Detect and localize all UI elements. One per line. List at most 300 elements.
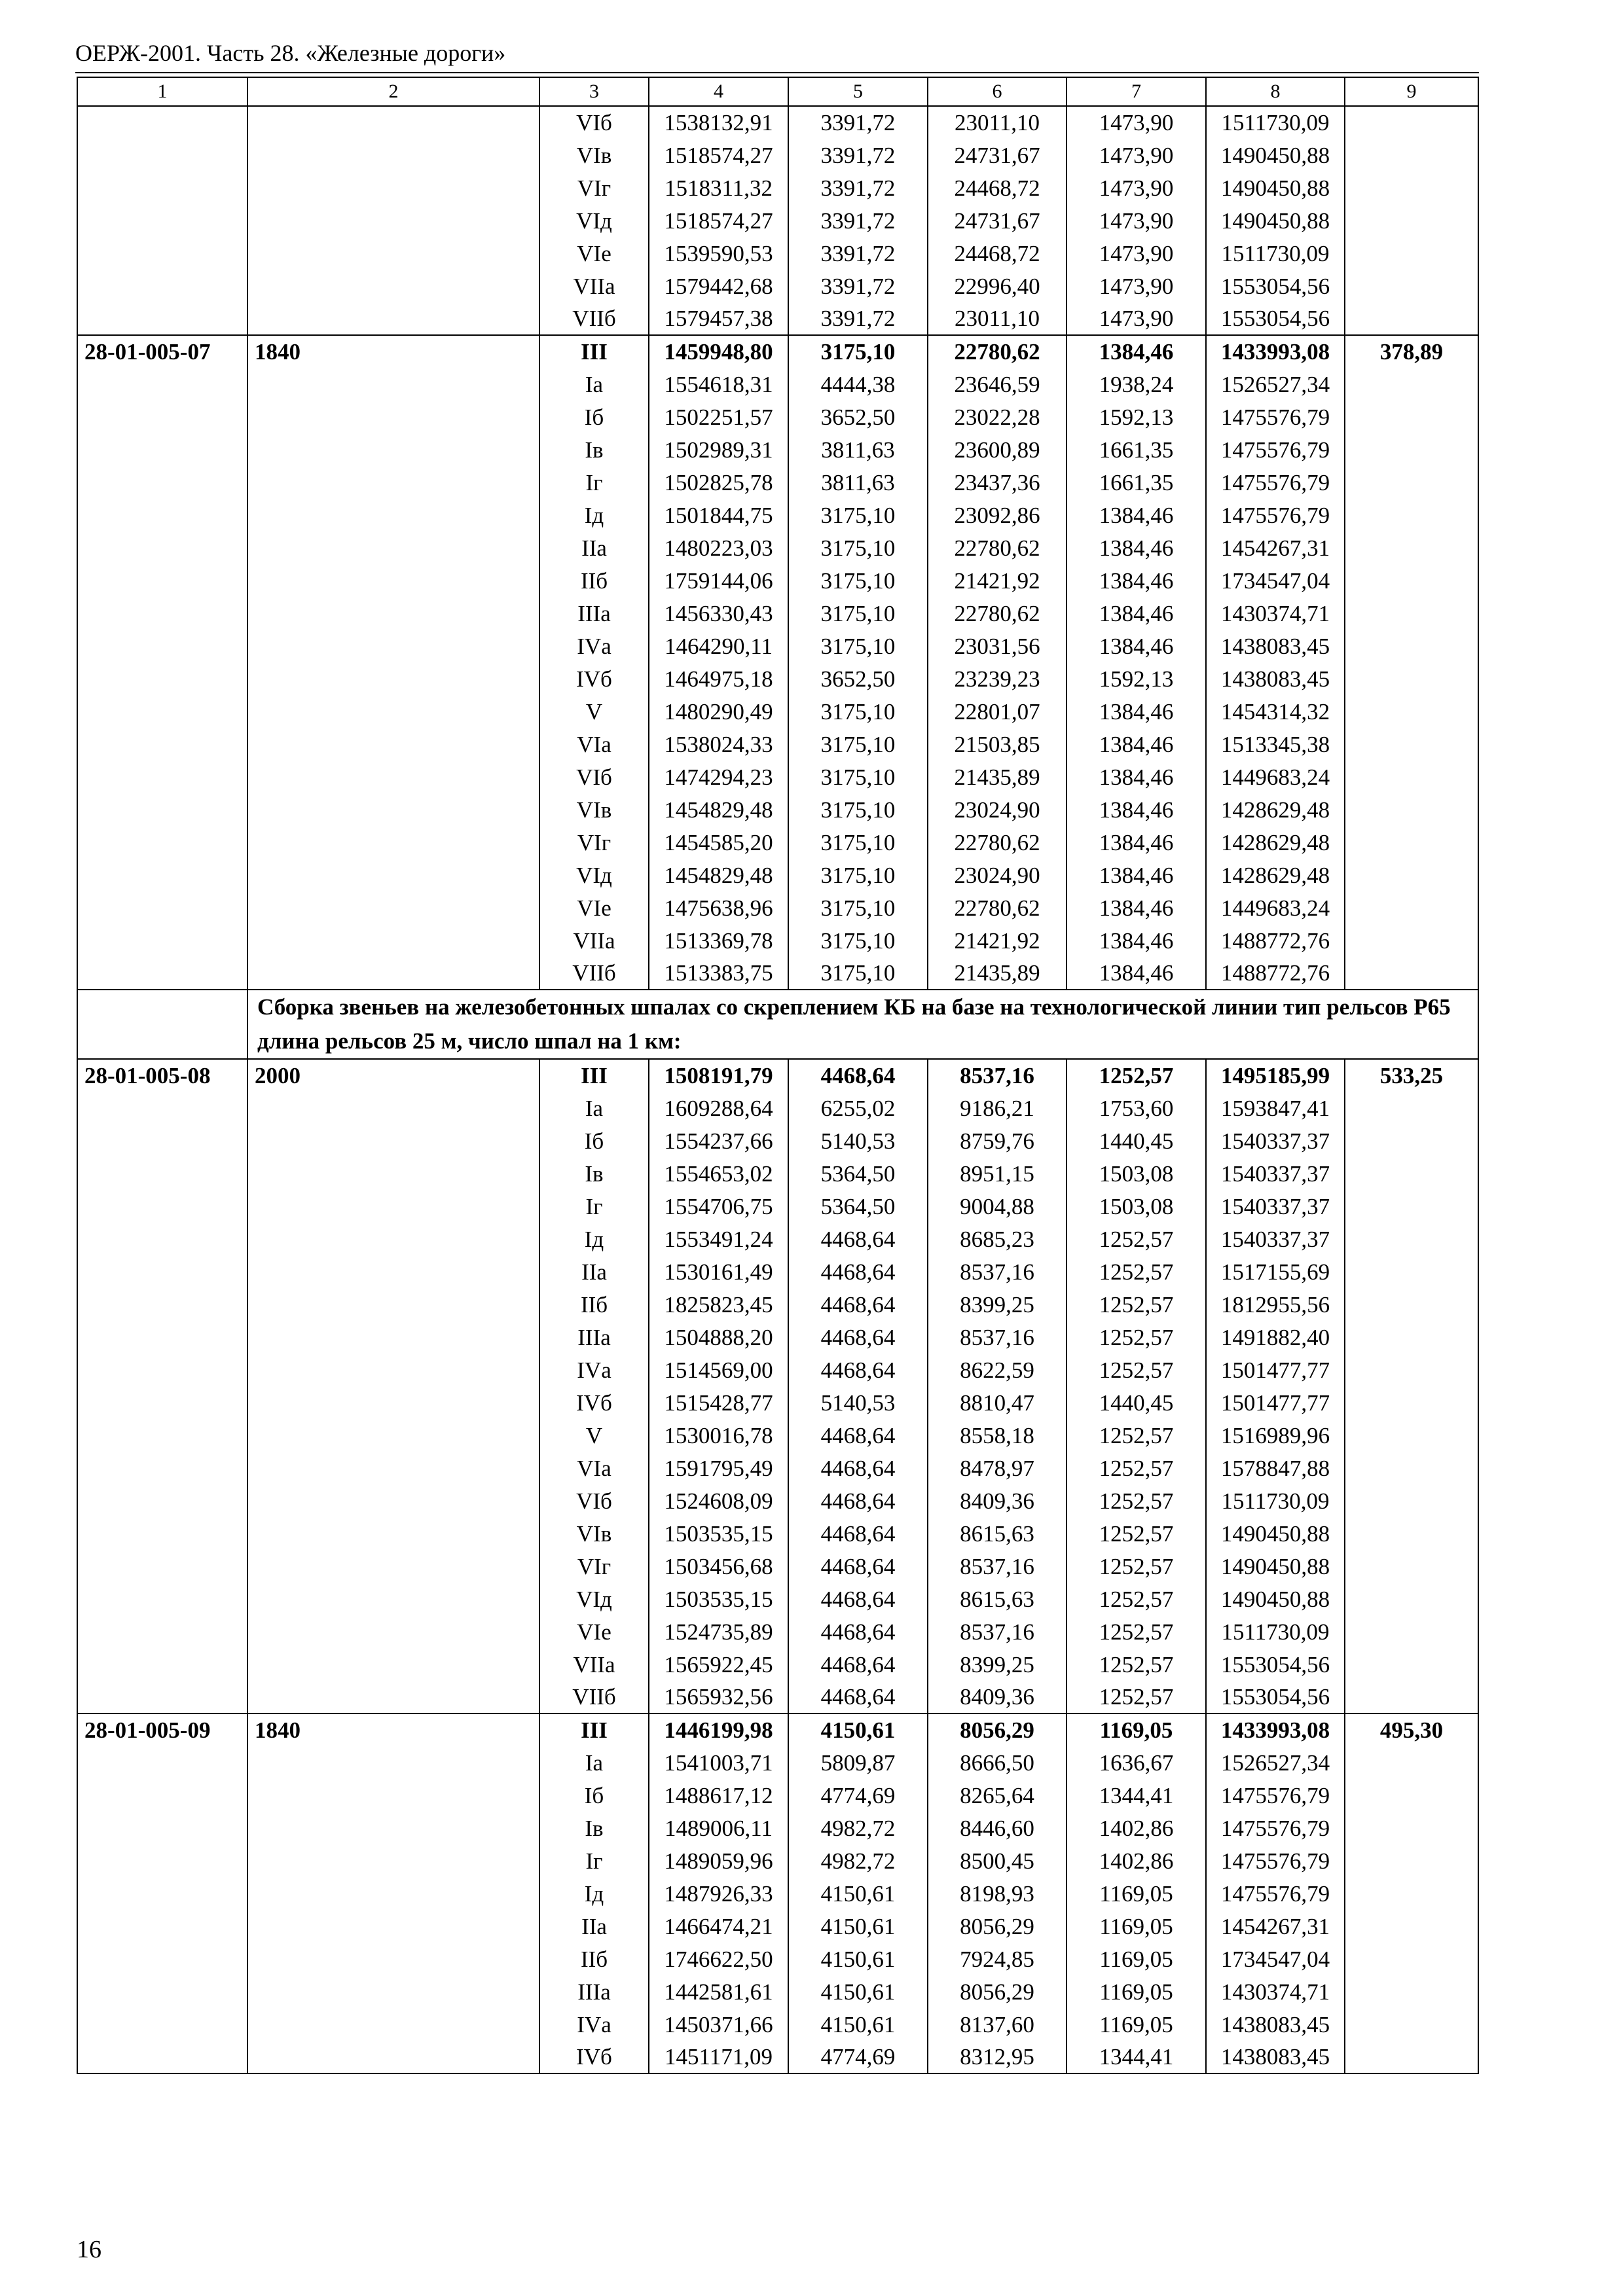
value-cell-8: 1488772,76 xyxy=(1206,957,1345,990)
table-row xyxy=(77,531,1478,564)
value-cell-7: 1661,35 xyxy=(1067,466,1206,499)
table-row xyxy=(77,1484,1478,1517)
value-cell-6: 23646,59 xyxy=(928,368,1067,401)
rate-code-cell xyxy=(77,1223,247,1255)
rate-code-cell xyxy=(77,1681,247,1713)
quantity-cell xyxy=(247,1975,539,2008)
value-cell-4: 1530161,49 xyxy=(649,1255,788,1288)
value-cell-7: 1169,05 xyxy=(1067,1975,1206,2008)
table-row xyxy=(77,368,1478,401)
value-cell-8: 1490450,88 xyxy=(1206,139,1345,171)
quantity-cell xyxy=(247,1943,539,1975)
rate-code-cell xyxy=(77,1484,247,1517)
quantity-cell xyxy=(247,1648,539,1681)
quantity-cell xyxy=(247,761,539,793)
value-cell-6: 8056,29 xyxy=(928,1975,1067,2008)
table-row xyxy=(77,1190,1478,1223)
region-cell: Iд xyxy=(539,1223,649,1255)
value-cell-6: 8666,50 xyxy=(928,1746,1067,1779)
quantity-cell xyxy=(247,1779,539,1812)
value-cell-5: 3652,50 xyxy=(788,401,928,433)
value-cell-6: 21435,89 xyxy=(928,957,1067,990)
value-cell-7: 1252,57 xyxy=(1067,1321,1206,1354)
table-row xyxy=(77,302,1478,335)
quantity-cell xyxy=(247,1583,539,1615)
value-cell-5: 4468,64 xyxy=(788,1288,928,1321)
value-cell-7: 1384,46 xyxy=(1067,564,1206,597)
value-cell-7: 1384,46 xyxy=(1067,793,1206,826)
value-cell-4: 1451171,09 xyxy=(649,2041,788,2073)
value-cell-8: 1454267,31 xyxy=(1206,531,1345,564)
rate-code-cell xyxy=(77,139,247,171)
table-row xyxy=(77,1354,1478,1386)
value-cell-7: 1592,13 xyxy=(1067,401,1206,433)
rate-code-cell xyxy=(77,1615,247,1648)
value-cell-9 xyxy=(1345,302,1478,335)
rate-code-cell xyxy=(77,924,247,957)
value-cell-6: 24468,72 xyxy=(928,171,1067,204)
region-cell: IVб xyxy=(539,2041,649,2073)
value-cell-7: 1252,57 xyxy=(1067,1059,1206,1092)
quantity-cell xyxy=(247,695,539,728)
value-cell-6: 8137,60 xyxy=(928,2008,1067,2041)
value-cell-7: 1252,57 xyxy=(1067,1255,1206,1288)
region-cell: Iв xyxy=(539,1812,649,1844)
value-cell-7: 1384,46 xyxy=(1067,695,1206,728)
value-cell-7: 1384,46 xyxy=(1067,335,1206,368)
value-cell-9 xyxy=(1345,793,1478,826)
value-cell-5: 3175,10 xyxy=(788,891,928,924)
value-cell-7: 1344,41 xyxy=(1067,1779,1206,1812)
table-row xyxy=(77,204,1478,237)
value-cell-4: 1456330,43 xyxy=(649,597,788,630)
region-cell: VIIб xyxy=(539,957,649,990)
value-cell-6: 22780,62 xyxy=(928,597,1067,630)
value-cell-7: 1169,05 xyxy=(1067,1910,1206,1943)
rate-code-cell xyxy=(77,2041,247,2073)
value-cell-6: 8537,16 xyxy=(928,1255,1067,1288)
rate-code-cell xyxy=(77,1157,247,1190)
value-cell-6: 23011,10 xyxy=(928,302,1067,335)
value-cell-5: 4774,69 xyxy=(788,2041,928,2073)
quantity-cell: 1840 xyxy=(247,335,539,368)
value-cell-5: 3175,10 xyxy=(788,859,928,891)
rate-code-cell xyxy=(77,1746,247,1779)
quantity-cell xyxy=(247,106,539,139)
quantity-cell xyxy=(247,1746,539,1779)
value-cell-5: 3175,10 xyxy=(788,957,928,990)
table-row xyxy=(77,1746,1478,1779)
table-row xyxy=(77,2008,1478,2041)
region-cell: Iа xyxy=(539,1092,649,1124)
value-cell-9 xyxy=(1345,662,1478,695)
quantity-cell xyxy=(247,564,539,597)
region-cell: VIг xyxy=(539,826,649,859)
rate-code-cell xyxy=(77,204,247,237)
value-cell-8: 1430374,71 xyxy=(1206,597,1345,630)
value-cell-8: 1438083,45 xyxy=(1206,2008,1345,2041)
table-row xyxy=(77,1910,1478,1943)
value-cell-5: 3652,50 xyxy=(788,662,928,695)
table-row xyxy=(77,564,1478,597)
quantity-cell xyxy=(247,1910,539,1943)
value-cell-8: 1475576,79 xyxy=(1206,466,1345,499)
value-cell-5: 3175,10 xyxy=(788,761,928,793)
value-cell-6: 23024,90 xyxy=(928,859,1067,891)
value-cell-6: 23600,89 xyxy=(928,433,1067,466)
value-cell-7: 1384,46 xyxy=(1067,761,1206,793)
value-cell-4: 1518311,32 xyxy=(649,171,788,204)
table-row xyxy=(77,237,1478,270)
table-row xyxy=(77,139,1478,171)
rate-code-cell xyxy=(77,171,247,204)
value-cell-9 xyxy=(1345,466,1478,499)
value-cell-9 xyxy=(1345,204,1478,237)
rate-code-cell xyxy=(77,302,247,335)
region-cell: IVб xyxy=(539,662,649,695)
value-cell-6: 23011,10 xyxy=(928,106,1067,139)
quantity-cell xyxy=(247,1419,539,1452)
rate-code-cell xyxy=(77,237,247,270)
value-cell-4: 1474294,23 xyxy=(649,761,788,793)
value-cell-8: 1475576,79 xyxy=(1206,1812,1345,1844)
value-cell-5: 4468,64 xyxy=(788,1583,928,1615)
value-cell-9 xyxy=(1345,859,1478,891)
region-cell: Iб xyxy=(539,401,649,433)
quantity-cell xyxy=(247,204,539,237)
rate-code-cell xyxy=(77,1779,247,1812)
quantity-cell xyxy=(247,1877,539,1910)
rate-code-cell: 28-01-005-09 xyxy=(77,1713,247,1746)
value-cell-5: 3175,10 xyxy=(788,924,928,957)
quantity-cell xyxy=(247,139,539,171)
quantity-cell xyxy=(247,1681,539,1713)
value-cell-4: 1446199,98 xyxy=(649,1713,788,1746)
value-cell-4: 1609288,64 xyxy=(649,1092,788,1124)
value-cell-8: 1475576,79 xyxy=(1206,401,1345,433)
value-cell-9: 378,89 xyxy=(1345,335,1478,368)
value-cell-9 xyxy=(1345,1681,1478,1713)
value-cell-4: 1508191,79 xyxy=(649,1059,788,1092)
value-cell-8: 1511730,09 xyxy=(1206,237,1345,270)
table-row xyxy=(77,1713,1478,1746)
region-cell: VIв xyxy=(539,1517,649,1550)
value-cell-7: 1344,41 xyxy=(1067,2041,1206,2073)
value-cell-9 xyxy=(1345,531,1478,564)
rate-code-cell xyxy=(77,1354,247,1386)
value-cell-4: 1565922,45 xyxy=(649,1648,788,1681)
value-cell-8: 1526527,34 xyxy=(1206,368,1345,401)
value-cell-8: 1428629,48 xyxy=(1206,859,1345,891)
value-cell-4: 1454585,20 xyxy=(649,826,788,859)
value-cell-8: 1428629,48 xyxy=(1206,826,1345,859)
value-cell-5: 3175,10 xyxy=(788,499,928,531)
value-cell-9 xyxy=(1345,761,1478,793)
rate-code-cell xyxy=(77,1190,247,1223)
value-cell-5: 4468,64 xyxy=(788,1484,928,1517)
region-cell: VIб xyxy=(539,761,649,793)
value-cell-5: 3175,10 xyxy=(788,531,928,564)
region-cell: VIе xyxy=(539,1615,649,1648)
value-cell-5: 6255,02 xyxy=(788,1092,928,1124)
column-number-5: 5 xyxy=(788,77,928,106)
table-row xyxy=(77,1255,1478,1288)
value-cell-5: 3175,10 xyxy=(788,630,928,662)
table-row xyxy=(77,270,1478,302)
value-cell-4: 1538024,33 xyxy=(649,728,788,761)
table-row xyxy=(77,728,1478,761)
value-cell-8: 1491882,40 xyxy=(1206,1321,1345,1354)
value-cell-7: 1440,45 xyxy=(1067,1386,1206,1419)
value-cell-7: 1503,08 xyxy=(1067,1157,1206,1190)
value-cell-7: 1169,05 xyxy=(1067,1713,1206,1746)
rate-code-cell xyxy=(77,2008,247,2041)
value-cell-6: 8537,16 xyxy=(928,1550,1067,1583)
quantity-cell xyxy=(247,1615,539,1648)
value-cell-5: 4982,72 xyxy=(788,1812,928,1844)
value-cell-6: 21503,85 xyxy=(928,728,1067,761)
region-cell: IIа xyxy=(539,1255,649,1288)
value-cell-5: 3175,10 xyxy=(788,564,928,597)
header-rule xyxy=(75,72,1479,73)
value-cell-8: 1553054,56 xyxy=(1206,270,1345,302)
value-cell-7: 1252,57 xyxy=(1067,1223,1206,1255)
value-cell-7: 1169,05 xyxy=(1067,2008,1206,2041)
region-cell: IIб xyxy=(539,564,649,597)
value-cell-4: 1554237,66 xyxy=(649,1124,788,1157)
value-cell-6: 22996,40 xyxy=(928,270,1067,302)
value-cell-4: 1541003,71 xyxy=(649,1746,788,1779)
value-cell-4: 1502825,78 xyxy=(649,466,788,499)
rate-code-cell xyxy=(77,859,247,891)
value-cell-9 xyxy=(1345,171,1478,204)
value-cell-6: 8312,95 xyxy=(928,2041,1067,2073)
value-cell-4: 1553491,24 xyxy=(649,1223,788,1255)
quantity-cell xyxy=(247,466,539,499)
quantity-cell xyxy=(247,2008,539,2041)
value-cell-6: 8056,29 xyxy=(928,1713,1067,1746)
value-cell-6: 23239,23 xyxy=(928,662,1067,695)
value-cell-7: 1440,45 xyxy=(1067,1124,1206,1157)
rate-code-cell: 28-01-005-08 xyxy=(77,1059,247,1092)
rate-code-cell xyxy=(77,695,247,728)
value-cell-9 xyxy=(1345,826,1478,859)
rate-code-cell xyxy=(77,531,247,564)
value-cell-6: 8759,76 xyxy=(928,1124,1067,1157)
value-cell-4: 1513369,78 xyxy=(649,924,788,957)
value-cell-5: 4982,72 xyxy=(788,1844,928,1877)
table-row xyxy=(77,630,1478,662)
value-cell-7: 1252,57 xyxy=(1067,1550,1206,1583)
value-cell-6: 9186,21 xyxy=(928,1092,1067,1124)
quantity-cell xyxy=(247,237,539,270)
value-cell-4: 1442581,61 xyxy=(649,1975,788,2008)
table-row xyxy=(77,891,1478,924)
quantity-cell xyxy=(247,2041,539,2073)
value-cell-7: 1384,46 xyxy=(1067,499,1206,531)
value-cell-6: 24468,72 xyxy=(928,237,1067,270)
rate-code-cell xyxy=(77,662,247,695)
value-cell-6: 8409,36 xyxy=(928,1681,1067,1713)
value-cell-9: 533,25 xyxy=(1345,1059,1478,1092)
value-cell-4: 1503535,15 xyxy=(649,1517,788,1550)
value-cell-7: 1252,57 xyxy=(1067,1648,1206,1681)
region-cell: Iд xyxy=(539,1877,649,1910)
region-cell: III xyxy=(539,1059,649,1092)
value-cell-8: 1511730,09 xyxy=(1206,1615,1345,1648)
value-cell-4: 1530016,78 xyxy=(649,1419,788,1452)
value-cell-6: 22780,62 xyxy=(928,891,1067,924)
value-cell-7: 1384,46 xyxy=(1067,728,1206,761)
table-row xyxy=(77,335,1478,368)
quantity-cell xyxy=(247,1386,539,1419)
value-cell-9: 495,30 xyxy=(1345,1713,1478,1746)
quantity-cell: 2000 xyxy=(247,1059,539,1092)
region-cell: VIе xyxy=(539,237,649,270)
value-cell-5: 3175,10 xyxy=(788,597,928,630)
value-cell-4: 1539590,53 xyxy=(649,237,788,270)
value-cell-9 xyxy=(1345,1746,1478,1779)
value-cell-4: 1554653,02 xyxy=(649,1157,788,1190)
value-cell-5: 3175,10 xyxy=(788,826,928,859)
value-cell-7: 1169,05 xyxy=(1067,1877,1206,1910)
value-cell-8: 1475576,79 xyxy=(1206,499,1345,531)
value-cell-9 xyxy=(1345,106,1478,139)
quantity-cell xyxy=(247,531,539,564)
value-cell-8: 1526527,34 xyxy=(1206,1746,1345,1779)
quantity-cell xyxy=(247,662,539,695)
value-cell-9 xyxy=(1345,1321,1478,1354)
quantity-cell xyxy=(247,793,539,826)
value-cell-7: 1473,90 xyxy=(1067,171,1206,204)
rate-code-cell xyxy=(77,368,247,401)
table-row xyxy=(77,1844,1478,1877)
table-row xyxy=(77,1124,1478,1157)
value-cell-6: 23092,86 xyxy=(928,499,1067,531)
value-cell-9 xyxy=(1345,1648,1478,1681)
rate-code-cell xyxy=(77,957,247,990)
rate-code-cell xyxy=(77,891,247,924)
value-cell-8: 1516989,96 xyxy=(1206,1419,1345,1452)
value-cell-4: 1524735,89 xyxy=(649,1615,788,1648)
page-number: 16 xyxy=(77,2236,101,2263)
column-number-9: 9 xyxy=(1345,77,1478,106)
value-cell-9 xyxy=(1345,499,1478,531)
value-cell-7: 1503,08 xyxy=(1067,1190,1206,1223)
value-cell-9 xyxy=(1345,1910,1478,1943)
value-cell-4: 1488617,12 xyxy=(649,1779,788,1812)
value-cell-6: 8198,93 xyxy=(928,1877,1067,1910)
page-header: ОЕРЖ-2001. Часть 28. «Железные дороги» xyxy=(75,40,506,66)
table-row xyxy=(77,1321,1478,1354)
value-cell-5: 5140,53 xyxy=(788,1386,928,1419)
value-cell-8: 1438083,45 xyxy=(1206,662,1345,695)
value-cell-6: 8558,18 xyxy=(928,1419,1067,1452)
value-cell-7: 1384,46 xyxy=(1067,597,1206,630)
quantity-cell: 1840 xyxy=(247,1713,539,1746)
value-cell-6: 22780,62 xyxy=(928,826,1067,859)
value-cell-4: 1502989,31 xyxy=(649,433,788,466)
region-cell: Iб xyxy=(539,1124,649,1157)
value-cell-6: 8446,60 xyxy=(928,1812,1067,1844)
table-row xyxy=(77,597,1478,630)
rate-code-cell xyxy=(77,728,247,761)
value-cell-9 xyxy=(1345,2041,1478,2073)
rate-code-cell xyxy=(77,1419,247,1452)
value-cell-8: 1578847,88 xyxy=(1206,1452,1345,1484)
value-cell-4: 1504888,20 xyxy=(649,1321,788,1354)
region-cell: IIIа xyxy=(539,1321,649,1354)
value-cell-4: 1825823,45 xyxy=(649,1288,788,1321)
value-cell-6: 8685,23 xyxy=(928,1223,1067,1255)
value-cell-5: 4150,61 xyxy=(788,1975,928,2008)
table-row xyxy=(77,1975,1478,2008)
value-cell-6: 8478,97 xyxy=(928,1452,1067,1484)
value-cell-4: 1459948,80 xyxy=(649,335,788,368)
table-row xyxy=(77,662,1478,695)
table-row xyxy=(77,695,1478,728)
value-cell-8: 1438083,45 xyxy=(1206,2041,1345,2073)
region-cell: V xyxy=(539,1419,649,1452)
value-cell-7: 1636,67 xyxy=(1067,1746,1206,1779)
value-cell-6: 8265,64 xyxy=(928,1779,1067,1812)
value-cell-5: 3391,72 xyxy=(788,270,928,302)
rate-code-cell xyxy=(77,1910,247,1943)
rate-code-cell xyxy=(77,466,247,499)
value-cell-8: 1454314,32 xyxy=(1206,695,1345,728)
quantity-cell xyxy=(247,1844,539,1877)
value-cell-6: 22780,62 xyxy=(928,531,1067,564)
value-cell-8: 1540337,37 xyxy=(1206,1157,1345,1190)
value-cell-9 xyxy=(1345,237,1478,270)
quantity-cell xyxy=(247,1550,539,1583)
region-cell: VIг xyxy=(539,1550,649,1583)
value-cell-6: 7924,85 xyxy=(928,1943,1067,1975)
region-cell: Iв xyxy=(539,433,649,466)
value-cell-9 xyxy=(1345,2008,1478,2041)
value-cell-5: 4444,38 xyxy=(788,368,928,401)
value-cell-6: 8056,29 xyxy=(928,1910,1067,1943)
value-cell-6: 8399,25 xyxy=(928,1288,1067,1321)
value-cell-8: 1553054,56 xyxy=(1206,302,1345,335)
value-cell-7: 1661,35 xyxy=(1067,433,1206,466)
value-cell-8: 1501477,77 xyxy=(1206,1354,1345,1386)
value-cell-7: 1473,90 xyxy=(1067,237,1206,270)
table-row xyxy=(77,859,1478,891)
table-row xyxy=(77,1779,1478,1812)
value-cell-8: 1553054,56 xyxy=(1206,1648,1345,1681)
value-cell-4: 1487926,33 xyxy=(649,1877,788,1910)
rate-code-cell xyxy=(77,1550,247,1583)
value-cell-4: 1518574,27 xyxy=(649,139,788,171)
value-cell-4: 1466474,21 xyxy=(649,1910,788,1943)
column-number-row xyxy=(77,77,1478,106)
value-cell-7: 1252,57 xyxy=(1067,1288,1206,1321)
value-cell-4: 1502251,57 xyxy=(649,401,788,433)
value-cell-9 xyxy=(1345,139,1478,171)
value-cell-9 xyxy=(1345,1844,1478,1877)
value-cell-4: 1524608,09 xyxy=(649,1484,788,1517)
quantity-cell xyxy=(247,1157,539,1190)
region-cell: VIб xyxy=(539,1484,649,1517)
quantity-cell xyxy=(247,1255,539,1288)
value-cell-8: 1540337,37 xyxy=(1206,1223,1345,1255)
value-cell-5: 3391,72 xyxy=(788,204,928,237)
region-cell: IIIа xyxy=(539,1975,649,2008)
rate-code-cell xyxy=(77,1321,247,1354)
value-cell-8: 1593847,41 xyxy=(1206,1092,1345,1124)
value-cell-6: 8399,25 xyxy=(928,1648,1067,1681)
